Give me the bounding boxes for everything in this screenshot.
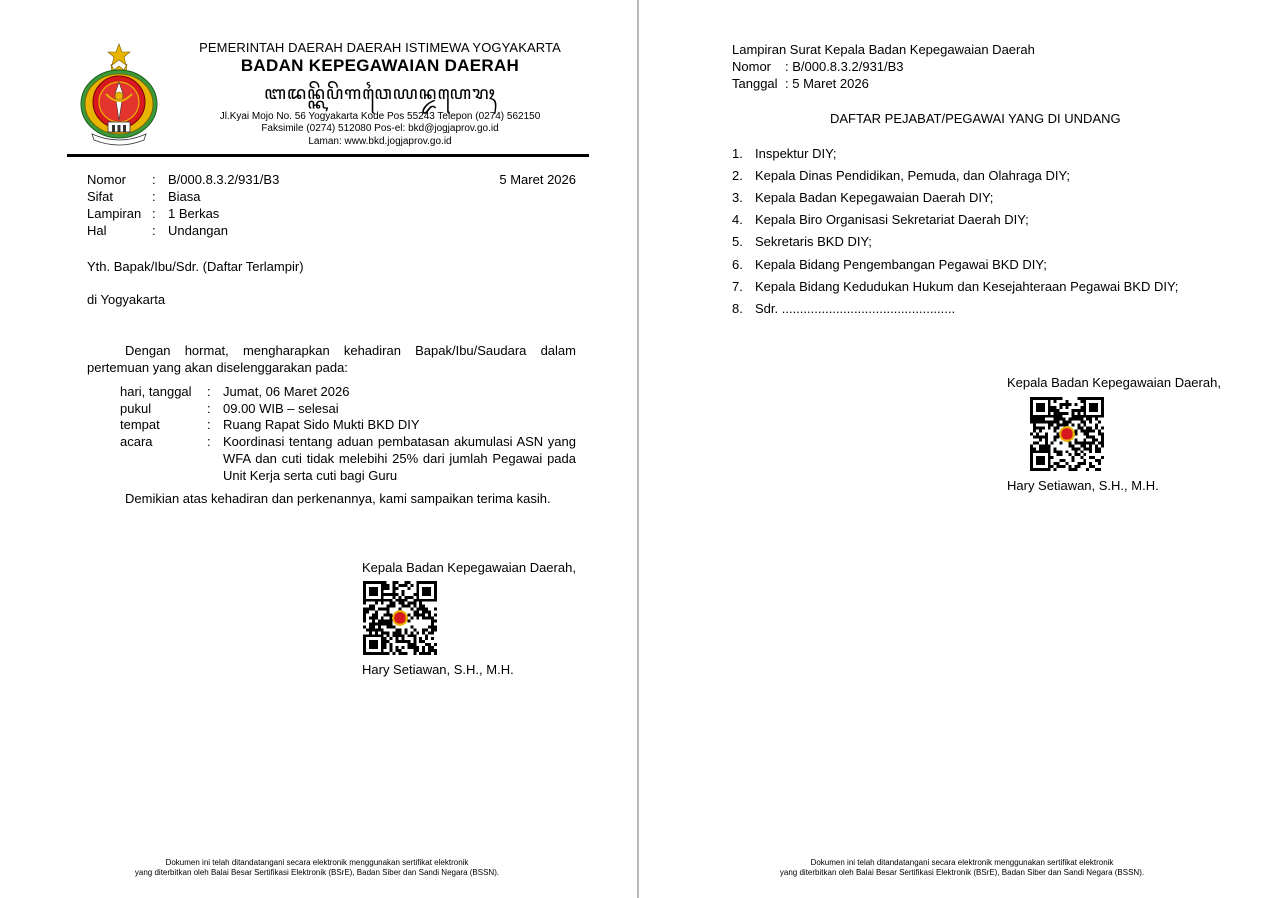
list-item-invitee: Kepala Bidang Kedudukan Hukum dan Kesejahteraan Pegawai BKD DIY;: [755, 279, 1179, 294]
signer-name: Hary Setiawan, S.H., M.H.: [362, 662, 514, 677]
letterhead-divider: [67, 154, 589, 157]
attachment-header: Lampiran Surat Kepala Badan Kepegawaian Daerah: [732, 42, 1035, 57]
meta-label-lampiran: Lampiran: [87, 206, 142, 221]
footer-line-2: yang diterbitkan oleh Balai Besar Sertifikasi Elektronik (BSrE), Badan Siber dan Sandi Negara (BSSN).: [134, 868, 500, 877]
letter-closing: Demikian atas kehadiran dan perkenannya, kami sampaikan terima kasih.: [125, 491, 551, 506]
letterhead-agency: BADAN KEPEGAWAIAN DAERAH: [240, 56, 520, 75]
meta-colon: :: [152, 189, 156, 204]
signature-qr-code: [363, 581, 437, 655]
list-number: 4.: [732, 212, 743, 227]
detail-colon: :: [207, 417, 211, 432]
list-number: 8.: [732, 301, 743, 316]
list-item-invitee: Inspektur DIY;: [755, 146, 837, 161]
letterhead-website: Laman: www.bkd.jogjaprov.go.id: [308, 136, 452, 147]
detail-label-agenda: acara: [120, 434, 153, 449]
meta-colon: :: [152, 172, 156, 187]
detail-colon: :: [207, 401, 211, 416]
attachment-nomor-label: Nomor: [732, 59, 772, 74]
letter-date: 5 Maret 2026: [499, 172, 576, 187]
list-item-invitee: Kepala Dinas Pendidikan, Pemuda, dan Olahraga DIY;: [755, 168, 1070, 183]
meta-value-nomor: B/000.8.3.2/931/B3: [168, 172, 280, 187]
list-item-invitee: Kepala Biro Organisasi Sekretariat Daerah DIY;: [755, 212, 1029, 227]
list-item-invitee: Sdr. ................................................: [755, 301, 956, 316]
letter-opening-paragraph: Dengan hormat, mengharapkan kehadiran Bapak/Ibu/Saudara dalam pertemuan yang akan diselenggarakan pada:: [87, 343, 576, 375]
attachment-signer-title: Kepala Badan Kepegawaian Daerah,: [1007, 375, 1221, 390]
meta-colon: :: [152, 206, 156, 221]
meta-label-sifat: Sifat: [87, 189, 114, 204]
list-item-invitee: Sekretaris BKD DIY;: [755, 234, 872, 249]
attachment-nomor-value: : B/000.8.3.2/931/B3: [785, 59, 904, 74]
meta-label-nomor: Nomor: [87, 172, 127, 187]
letter-recipient: Yth. Bapak/Ibu/Sdr. (Daftar Terlampir): [87, 259, 304, 274]
letterhead-fax-email: Faksimile (0274) 512080 Pos-el: bkd@jogjaprov.go.id: [261, 123, 499, 134]
attachment-tanggal-label: Tanggal: [732, 76, 778, 91]
detail-label-time: pukul: [120, 401, 152, 416]
signer-title: Kepala Badan Kepegawaian Daerah,: [362, 560, 576, 575]
letterhead-javanese-script: ꦧꦢꦤ꧀ꦏꦼꦥꦼꦒꦮꦻꦪꦤ꧀ꦢꦲꦺꦫꦃ: [264, 83, 496, 104]
list-number: 2.: [732, 168, 743, 183]
attachment-e-signature-footer: [712, 858, 1212, 878]
detail-label-date: hari, tanggal: [120, 384, 192, 399]
detail-value-time: 09.00 WIB – selesai: [223, 401, 339, 416]
detail-value-date: Jumat, 06 Maret 2026: [223, 384, 350, 399]
attachment-signature-qr-code: [1030, 397, 1104, 471]
footer-line-2: yang diterbitkan oleh Balai Besar Sertifikasi Elektronik (BSrE), Badan Siber dan Sandi Negara (BSSN).: [779, 868, 1145, 877]
meta-value-lampiran: 1 Berkas: [168, 206, 220, 221]
letterhead-government: PEMERINTAH DAERAH DAERAH ISTIMEWA YOGYAKARTA: [199, 40, 561, 55]
attachment-title: DAFTAR PEJABAT/PEGAWAI YANG DI UNDANG: [830, 111, 1121, 126]
meta-value-sifat: Biasa: [168, 189, 201, 204]
footer-line-1: Dokumen ini telah ditandatangani secara elektronik menggunakan sertifikat elektronik: [810, 858, 1114, 867]
detail-value-agenda: Koordinasi tentang aduan pembatasan akumulasi ASN yang WFA dan cuti tidak melebihi 25% dari jumlah Pegawai pada Unit Kerja serta cuti bagi Guru: [223, 434, 576, 483]
meta-colon: :: [152, 223, 156, 238]
page-divider: [637, 0, 639, 898]
detail-label-place: tempat: [120, 417, 160, 432]
detail-colon: :: [207, 384, 211, 399]
list-number: 3.: [732, 190, 743, 205]
e-signature-footer: [67, 858, 567, 878]
list-number: 5.: [732, 234, 743, 249]
list-item-invitee: Kepala Bidang Pengembangan Pegawai BKD DIY;: [755, 257, 1047, 272]
list-item-invitee: Kepala Badan Kepegawaian Daerah DIY;: [755, 190, 994, 205]
list-number: 7.: [732, 279, 743, 294]
diy-coat-of-arms-logo: [78, 42, 160, 146]
list-number: 1.: [732, 146, 743, 161]
detail-value-place: Ruang Rapat Sido Mukti BKD DIY: [223, 417, 420, 432]
detail-colon: :: [207, 434, 211, 449]
attachment-signer-name: Hary Setiawan, S.H., M.H.: [1007, 478, 1159, 493]
meta-value-hal: Undangan: [168, 223, 228, 238]
letterhead-address: Jl.Kyai Mojo No. 56 Yogyakarta Kode Pos 55243 Telepon (0274) 562150: [219, 111, 541, 122]
letter-recipient-location: di Yogyakarta: [87, 292, 166, 307]
meta-label-hal: Hal: [87, 223, 107, 238]
attachment-tanggal-value: : 5 Maret 2026: [785, 76, 869, 91]
footer-line-1: Dokumen ini telah ditandatangani secara elektronik menggunakan sertifikat elektronik: [165, 858, 469, 867]
list-number: 6.: [732, 257, 743, 272]
